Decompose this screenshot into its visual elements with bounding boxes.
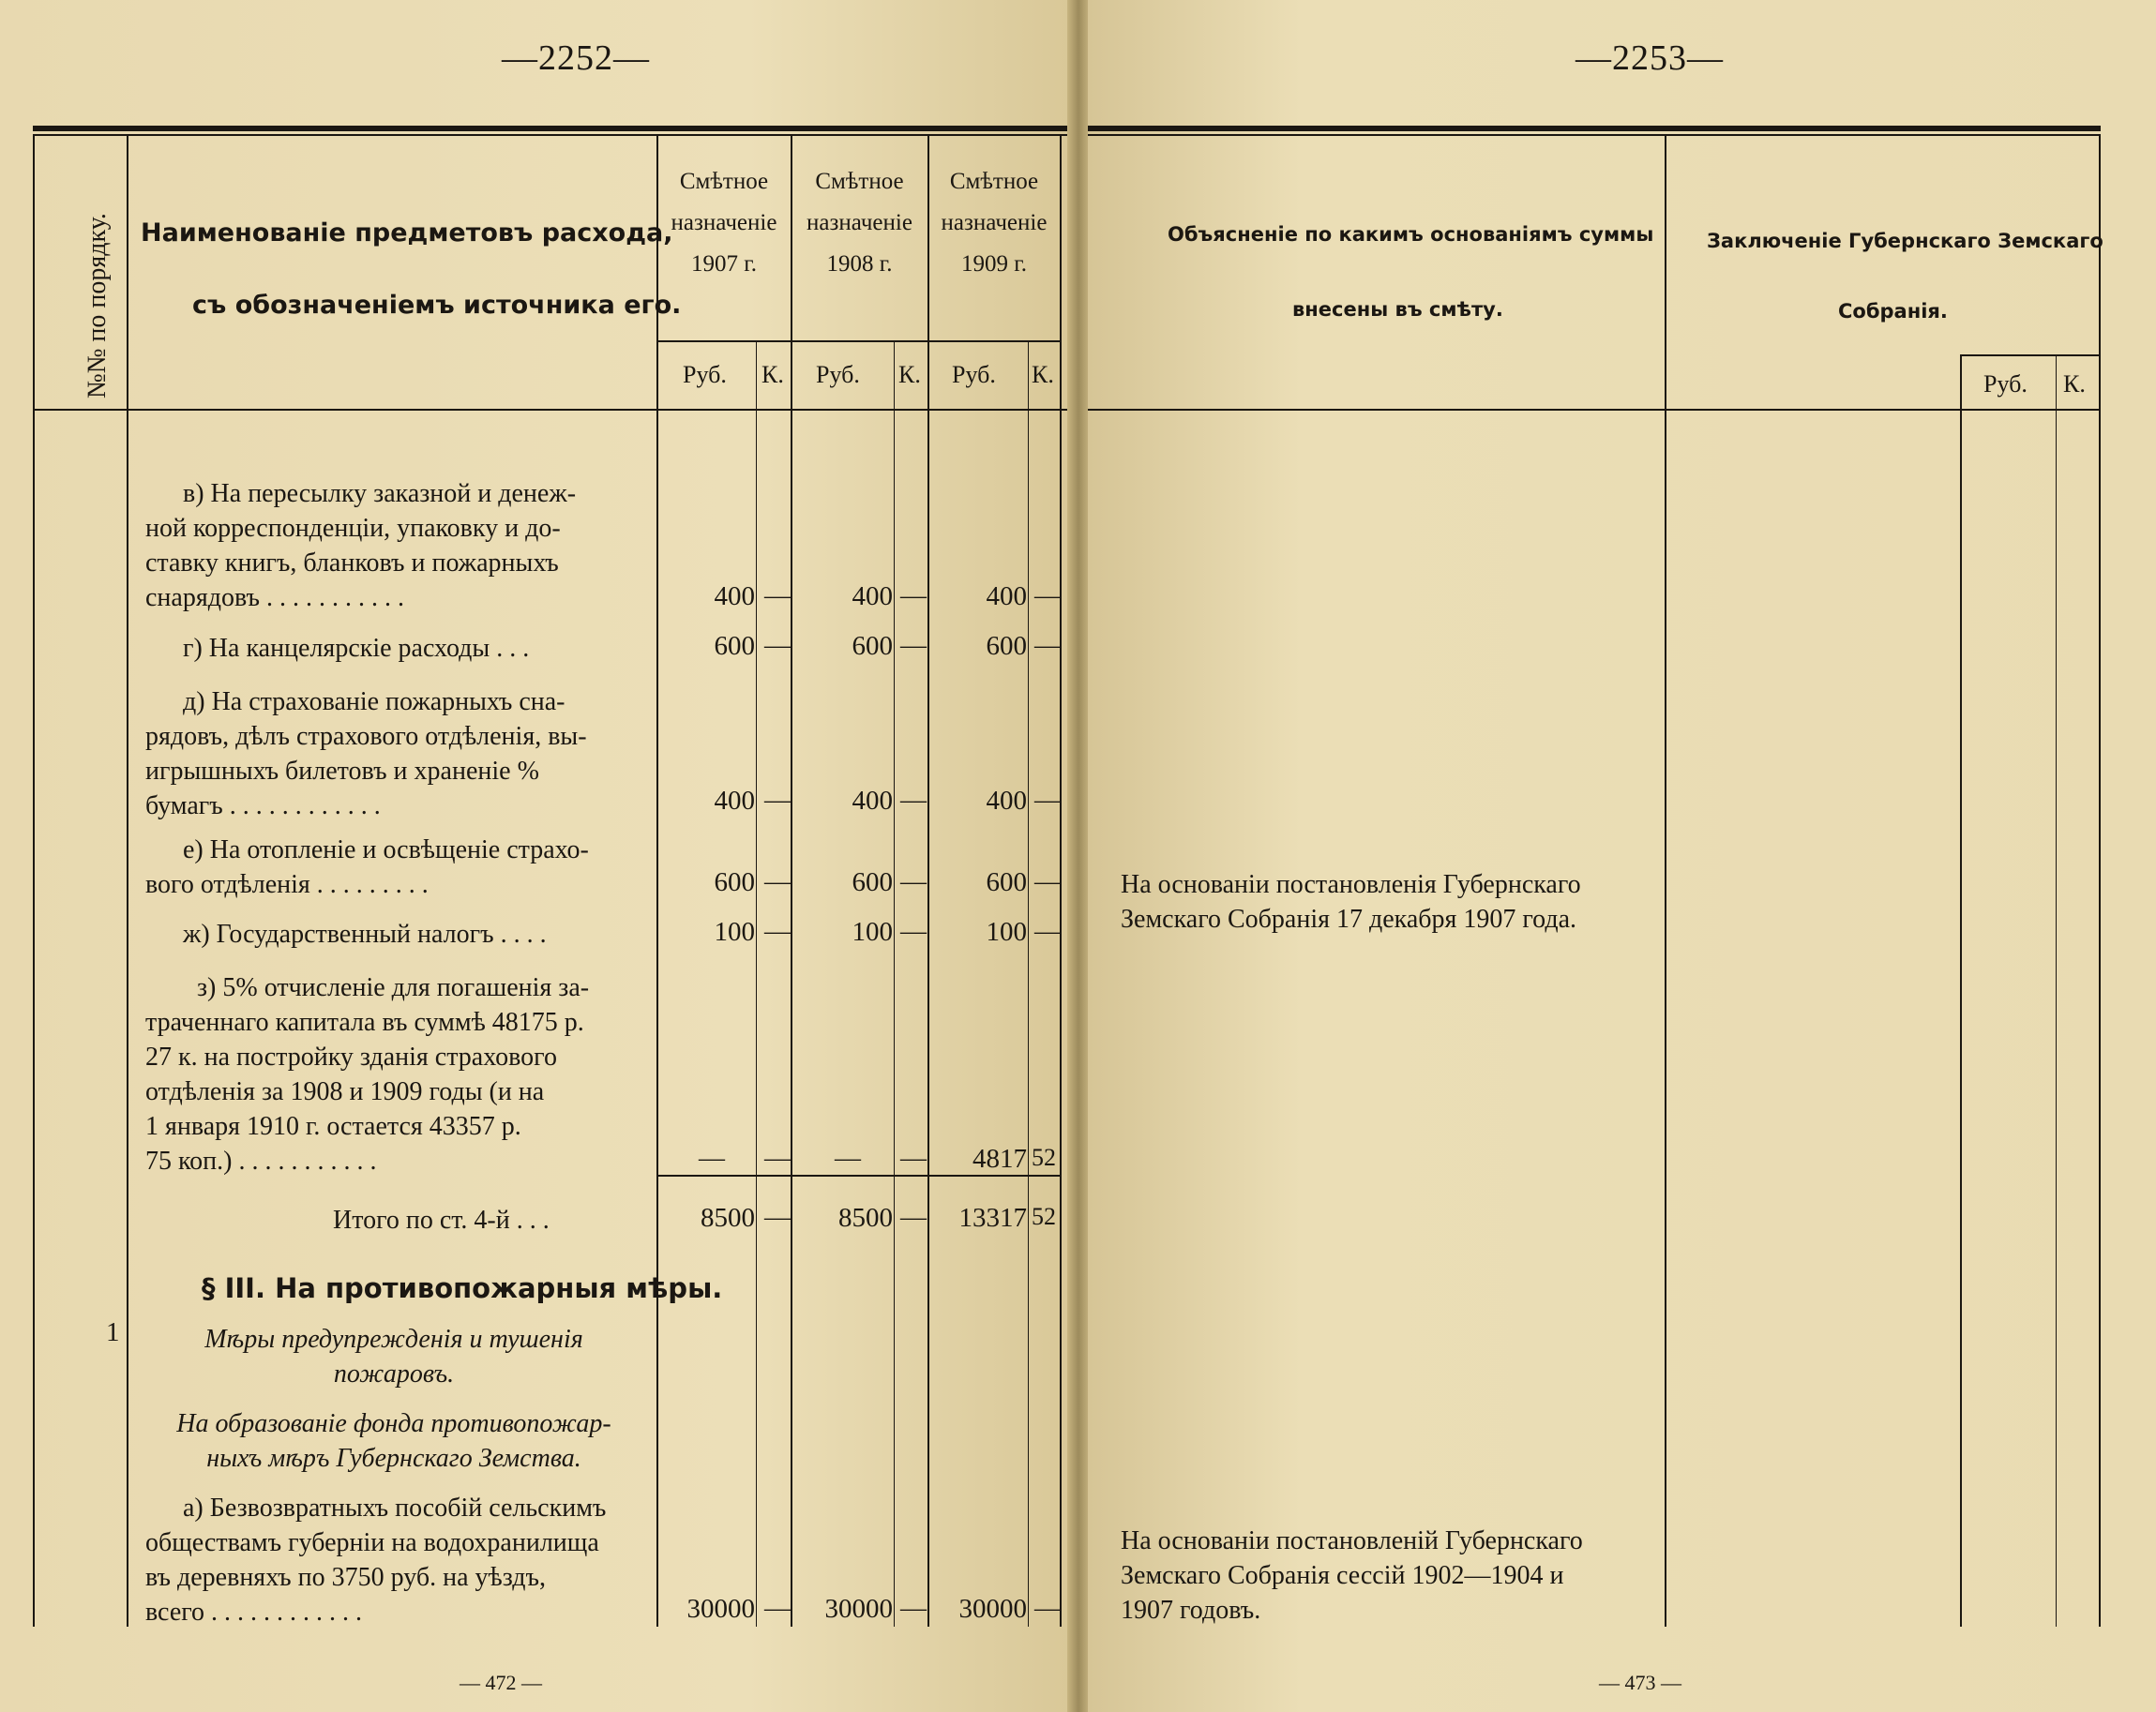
total-1909-kop: 52	[1032, 1203, 1056, 1230]
total-rule	[656, 1175, 1060, 1177]
total-label: Итого по ст. 4-й . . .	[333, 1206, 550, 1235]
rub-label: Руб.	[816, 361, 860, 388]
book-gutter	[1067, 0, 1090, 1712]
right-footer-number: — 473 —	[1599, 1671, 1681, 1694]
left-footer-number: — 472 —	[460, 1671, 542, 1694]
row-e-1908: 600	[852, 867, 893, 897]
row-v-1907: 400	[714, 581, 755, 611]
row-e-text: е) На отопленіе и освѣщеніе страхо- вого отдѣленія . . . . . . . . .	[145, 835, 589, 899]
row-z-1908: —	[835, 1144, 861, 1173]
section-1909: 30000	[958, 1594, 1027, 1624]
row-zh-1907: 100	[714, 917, 755, 947]
top-rule	[1088, 126, 2101, 131]
row-d-1908: 400	[852, 786, 893, 816]
section-subtitle: Мѣры предупрежденія и тушенія пожаровъ.	[204, 1325, 583, 1389]
total-1908: 8500	[838, 1203, 893, 1233]
row-g-1908: 600	[852, 631, 893, 661]
total-1907: 8500	[701, 1203, 755, 1233]
row-e-1907: 600	[714, 867, 755, 897]
left-page-number: —2252—	[502, 38, 650, 78]
row-g-1907: 600	[714, 631, 755, 661]
kop-label: К.	[2063, 370, 2086, 398]
name-header-line1: Наименованіе предметовъ расхода,	[141, 218, 673, 248]
section-1907: 30000	[686, 1594, 755, 1624]
section-1908: 30000	[824, 1594, 893, 1624]
conclusion-header-line2: Собранія.	[1838, 300, 1948, 323]
row-z-1909-kop: 52	[1032, 1144, 1056, 1171]
header-bottom-rule	[33, 409, 1069, 411]
kop-label: К.	[898, 361, 921, 388]
row-v-text: в) На пересылку заказной и денеж- ной корреспонденціи, упаковку и до- ставку книгъ, бланковъ и пожарныхъ снарядовъ . . . . . . . . . . .	[145, 479, 577, 612]
rub-label: Руб.	[952, 361, 996, 388]
row-zh-1908: 100	[852, 917, 893, 947]
kop-label: К.	[761, 361, 784, 388]
row-z-text: з) 5% отчисленіе для погашенія за- траченнаго капитала въ суммѣ 48175 р. 27 к. на постройку зданія страхового отдѣленія за 1908 и 1909 годы (и на 1 января 1910 г. остается 43357 р. 75 коп.) . . . . . . . . . . .	[145, 973, 590, 1176]
row-z-1907: —	[699, 1144, 725, 1173]
rub-label: Руб.	[1983, 370, 2028, 398]
row-z-1909: 4817	[972, 1144, 1027, 1174]
right-page-number: —2253—	[1576, 38, 1724, 78]
top-rule-thin	[33, 134, 1069, 136]
top-rule-thin	[1088, 134, 2101, 136]
name-header-line2: съ обозначеніемъ источника его.	[192, 291, 682, 320]
explanation-header-line1: Объясненіе по какимъ основаніямъ суммы	[1168, 223, 1654, 246]
section-item-a: а) Безвозвратныхъ пособій сельскимъ обществамъ губерніи на водохранилища въ деревняхъ по 3750 руб. на уѣздъ, всего . . . . . . . . . . . .	[145, 1494, 607, 1627]
note-1: На основаніи постановленія Губернскаго Земскаго Собранія 17 декабря 1907 года.	[1121, 870, 1581, 934]
row-g-1909: 600	[986, 631, 1027, 661]
kop-label: К.	[1032, 361, 1054, 388]
row-d-1907: 400	[714, 786, 755, 816]
row-g-text: г) На канцелярскіе расходы . . .	[183, 634, 530, 663]
conclusion-header-line1: Заключеніе Губернскаго Земскаго	[1707, 230, 2103, 252]
header-bottom-rule	[1088, 409, 2101, 411]
row-v-1909: 400	[986, 581, 1027, 611]
header-mid-rule	[1960, 354, 2101, 356]
total-1909: 13317	[958, 1203, 1027, 1233]
fund-heading: На образованіе фонда противопожар- ныхъ мѣръ Губернскаго Земства.	[176, 1409, 611, 1473]
row-zh-1909: 100	[986, 917, 1027, 947]
row-d-text: д) На страхованіе пожарныхъ сна- рядовъ, дѣлъ страхового отдѣленія, вы- игрышныхъ билетовъ и храненіе % бумагъ . . . . . . . . . . . .	[145, 687, 587, 820]
top-rule	[33, 126, 1069, 131]
rub-label: Руб.	[683, 361, 727, 388]
section-title: § III. На противопожарныя мѣры.	[202, 1272, 723, 1304]
order-number-header: №№ по порядку.	[83, 213, 112, 398]
row-d-1909: 400	[986, 786, 1027, 816]
explanation-header-line2: внесены въ смѣту.	[1292, 298, 1503, 321]
left-page: —2252— №№ по порядку. Наименованіе предметовъ расхода, съ обозначеніемъ источника его. Смѣтное назначеніе 1907 г. Смѣтное назначеніе 1908 г. Смѣтное назначеніе 1909 г. Руб. К. Руб. К. Руб. К. в) На пересылку заказной и денеж- ной корреспонденціи, упаковку и до- ставку книгъ, бланковъ и пожарныхъ снарядовъ . . . . . . . . . . . 400 — 400 — 400 — г) На канцелярскіе расходы . . . 600 — 600 — 600 — д) На страхованіе пожарныхъ сна- рядовъ, дѣлъ страхового отдѣленія, вы- игрышныхъ билетовъ и храненіе % бумагъ . . . . . . . . . . . . 400 — 400 — 400 — е) На отопленіе и освѣщеніе страхо- вого отдѣленія . . . . . . . . . 600 — 600 — 600 — ж) Государственный налогъ . . . . 100 — 100 — 100 — з) 5% отчисленіе для погашенія за- траченнаго капитала въ суммѣ 48175 р. 27 к. на постройку зданія страхового отдѣленія за 1908 и 1909 годы (и на 1 января 1910 г. остается 43357 р. 75 коп.) . . . . . . . . . . . — — — — 4817 52 Итого по ст. 4-й . . . 8500 — 8500 — 13317 52 1 § III. На противопожарныя мѣры. Мѣры предупрежденія и тушенія пожаровъ. На образованіе фонда противопожар- ныхъ мѣръ Губернскаго Земства. а) Безвозвратныхъ пособій сельскимъ обществамъ губерніи на водохранилища въ деревняхъ по 3750 руб. на уѣздъ, всего . . . . . . . . . . . . 30000 — 30000 — 30000 — — 472 —	[0, 0, 1069, 1712]
col-1909-header: Смѣтное назначеніе 1909 г.	[941, 169, 1048, 277]
col-1907-header: Смѣтное назначеніе 1907 г.	[671, 169, 777, 277]
header-mid-rule	[656, 340, 1060, 342]
row-v-1908: 400	[852, 581, 893, 611]
row-e-1909: 600	[986, 867, 1027, 897]
row-zh-text: ж) Государственный налогъ . . . .	[183, 920, 547, 949]
note-2: На основаніи постановленій Губернскаго Земскаго Собранія сессій 1902—1904 и 1907 годовъ.	[1121, 1526, 1583, 1625]
col-1908-header: Смѣтное назначеніе 1908 г.	[807, 169, 912, 277]
row-number: 1	[106, 1317, 120, 1347]
right-page	[1088, 0, 2156, 1712]
